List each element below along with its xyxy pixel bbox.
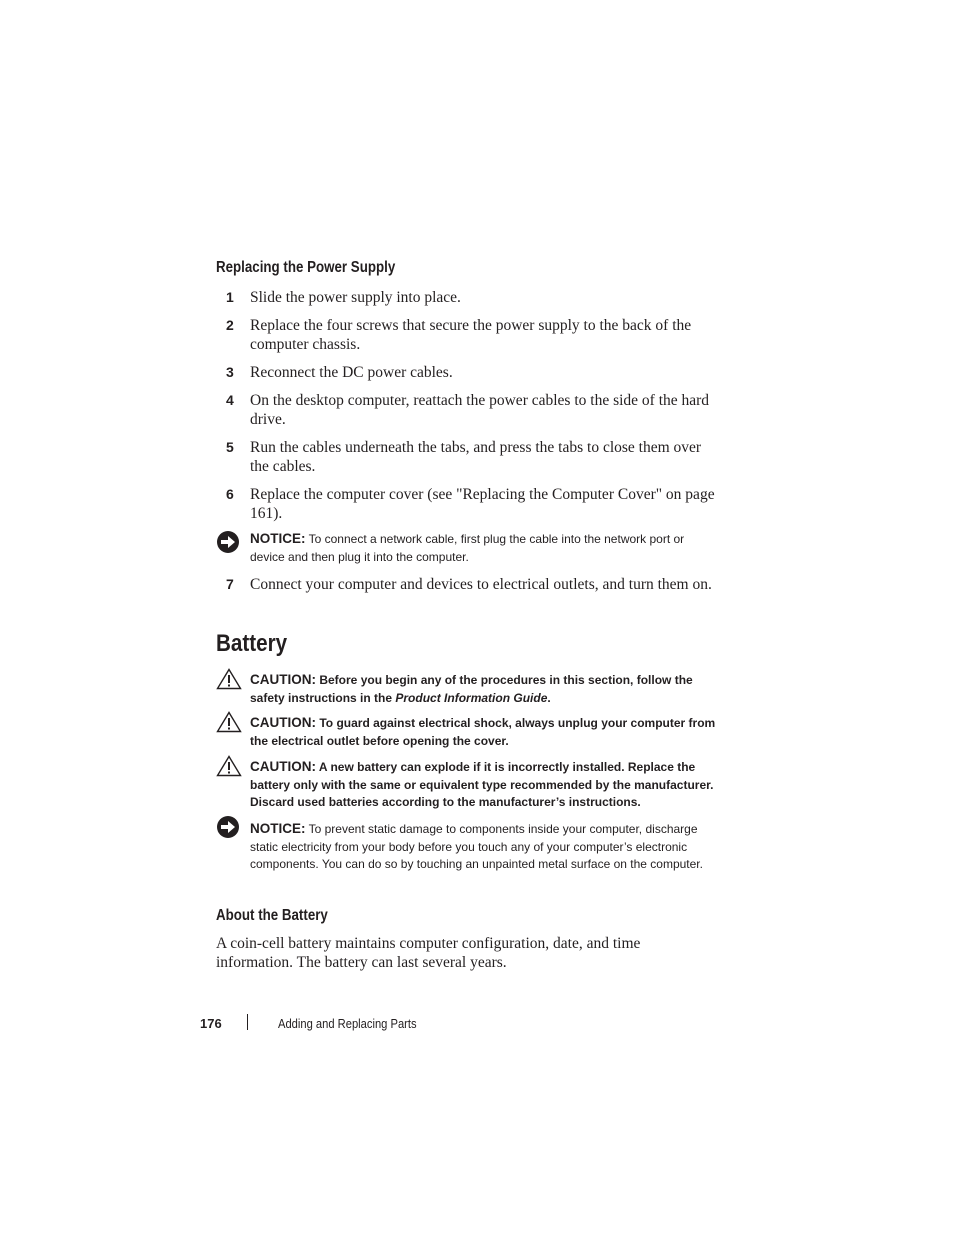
step-number: 6 [226, 486, 234, 502]
page-number: 176 [200, 1016, 222, 1031]
caution-label: CAUTION: [250, 715, 316, 730]
caution-label: CAUTION: [250, 759, 316, 774]
notice-text [250, 820, 716, 874]
caution-body: Before you begin any of the procedures in this section, follow the safety instructions in the [250, 673, 693, 705]
step-text: Slide the power supply into place. [250, 289, 461, 306]
page-title: Battery [216, 630, 288, 657]
step-number: 7 [226, 576, 234, 592]
step-text: Reconnect the DC power cables. [250, 364, 453, 381]
caution-body: A new battery can explode if it is incorrectly installed. Replace the battery only with the same or equivalent type recommended by the manufacturer. Discard used batteries according to the manufacturer’s instructions. [250, 760, 714, 809]
caution-text [250, 671, 716, 707]
sub-heading: About the Battery [216, 907, 328, 924]
notice-label: NOTICE: [250, 531, 306, 546]
section-heading: Replacing the Power Supply [216, 259, 396, 276]
footer-title: Adding and Replacing Parts [278, 1016, 417, 1031]
step-text: Replace the four screws that secure the power supply to the back of the computer chassis. [250, 317, 692, 353]
warning-triangle-icon [216, 668, 242, 695]
caution-text [250, 758, 716, 812]
step-text: On the desktop computer, reattach the power cables to the side of the hard drive. [250, 392, 710, 428]
guide-title: Product Information Guide [395, 690, 548, 705]
notice-arrow-icon [216, 530, 240, 559]
step-text: Run the cables underneath the tabs, and press the tabs to close them over the cables. [250, 439, 702, 475]
caution-body: To guard against electrical shock, always unplug your computer from the electrical outlet before opening the cover. [250, 716, 716, 748]
body-paragraph: A coin-cell battery maintains computer configuration, date, and time information. The battery can last several years. [216, 935, 641, 971]
warning-triangle-icon [216, 755, 242, 782]
step-text: Connect your computer and devices to electrical outlets, and turn them on. [250, 576, 712, 593]
notice-arrow-icon [216, 815, 240, 844]
notice-body: To connect a network cable, first plug the cable into the network port or device and then plug it into the computer. [250, 532, 685, 564]
caution-body-end: . [547, 690, 551, 705]
step-number: 5 [226, 439, 234, 455]
notice-label: NOTICE: [250, 821, 306, 836]
step-text: Replace the computer cover (see "Replacing the Computer Cover" on page 161). [250, 486, 715, 522]
warning-triangle-icon [216, 711, 242, 738]
notice-text [250, 530, 716, 566]
notice-body: To prevent static damage to components inside your computer, discharge static electricity from your body before you touch any of your computer’s electronic components. You can do so by touching an unpainted metal surface on the computer. [250, 822, 703, 871]
step-number: 1 [226, 289, 234, 305]
footer-divider [247, 1014, 248, 1030]
step-number: 2 [226, 317, 234, 333]
step-number: 4 [226, 392, 234, 408]
step-number: 3 [226, 364, 234, 380]
caution-label: CAUTION: [250, 672, 316, 687]
caution-text [250, 714, 716, 750]
